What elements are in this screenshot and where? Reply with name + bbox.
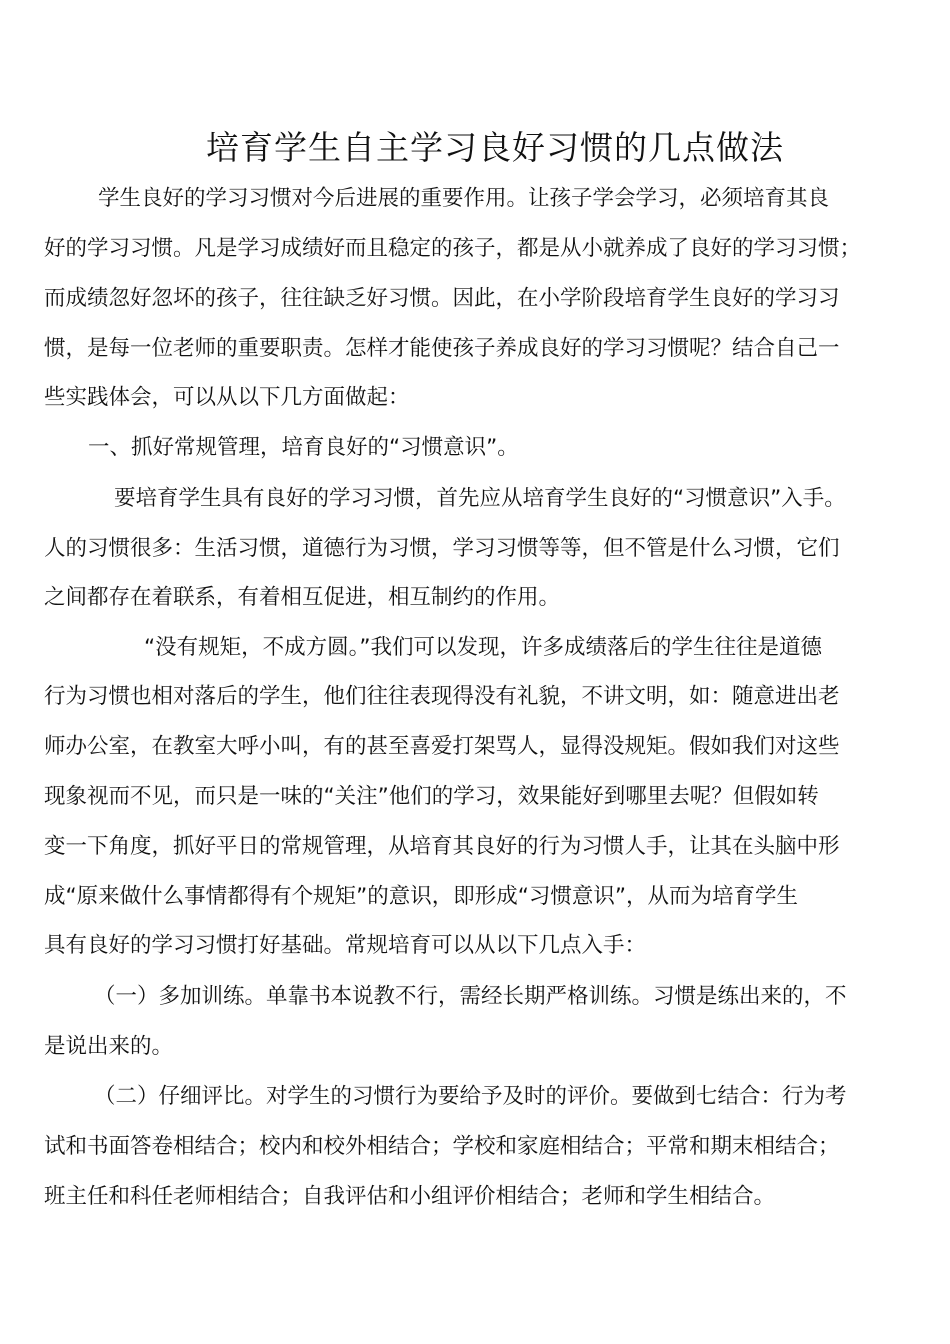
text-line: 具有良好的学习习惯打好基础。常规培育可以从以下几点入手： [44,933,647,958]
text-line: 试和书面答卷相结合；校内和校外相结合；学校和家庭相结合；平常和期末相结合； [44,1134,840,1159]
text-line: 现象视而不见，而只是一味的“关注”他们的学习，效果能好到哪里去呢？但假如转 [44,784,819,809]
text-line: 要培育学生具有良好的学习习惯，首先应从培育学生良好的“习惯意识”入手。 [114,486,846,511]
text-line: 是说出来的。 [44,1034,174,1059]
text-line: 行为习惯也相对落后的学生，他们往往表现得没有礼貌，不讲文明，如：随意进出老 [44,684,840,709]
text-line: 成“原来做什么事情都得有个规矩”的意识，即形成“习惯意识”，从而为培育学生 [44,884,799,909]
text-line: 而成绩忽好忽坏的孩子，往往缺乏好习惯。因此，在小学阶段培育学生良好的学习习 [44,286,840,311]
text-line: 变一下角度，抓好平日的常规管理，从培育其良好的行为习惯人手，让其在头脑中形 [44,834,840,859]
document-title: 培育学生自主学习良好习惯的几点做法 [206,128,784,167]
text-line: 好的学习习惯。凡是学习成绩好而且稳定的孩子，都是从小就养成了良好的学习习惯； [44,236,862,261]
text-line: 师办公室，在教室大呼小叫，有的甚至喜爱打架骂人，显得没规矩。假如我们对这些 [44,734,840,759]
section-heading: 一、抓好常规管理，培育良好的“习惯意识”。 [88,435,519,460]
text-line: 之间都存在着联系，有着相互促进，相互制约的作用。 [44,585,561,610]
text-line: 人的习惯很多：生活习惯，道德行为习惯，学习习惯等等，但不管是什么习惯，它们 [44,536,840,561]
text-line: 惯，是每一位老师的重要职责。怎样才能使孩子养成良好的学习习惯呢？结合自己一 [44,336,840,361]
text-line: 学生良好的学习习惯对今后进展的重要作用。让孩子学会学习，必须培育其良 [98,186,830,211]
text-line: （二）仔细评比。对学生的习惯行为要给予及时的评价。要做到七结合：行为考 [94,1084,847,1109]
text-line: 些实践体会，可以从以下几方面做起： [44,385,410,410]
text-line: （一）多加训练。单靠书本说教不行，需经长期严格训练。习惯是练出来的，不 [94,984,847,1009]
text-line: “没有规矩，不成方圆。”我们可以发现，许多成绩落后的学生往往是道德 [144,635,823,660]
text-line: 班主任和科任老师相结合；自我评估和小组评价相结合；老师和学生相结合。 [44,1184,776,1209]
